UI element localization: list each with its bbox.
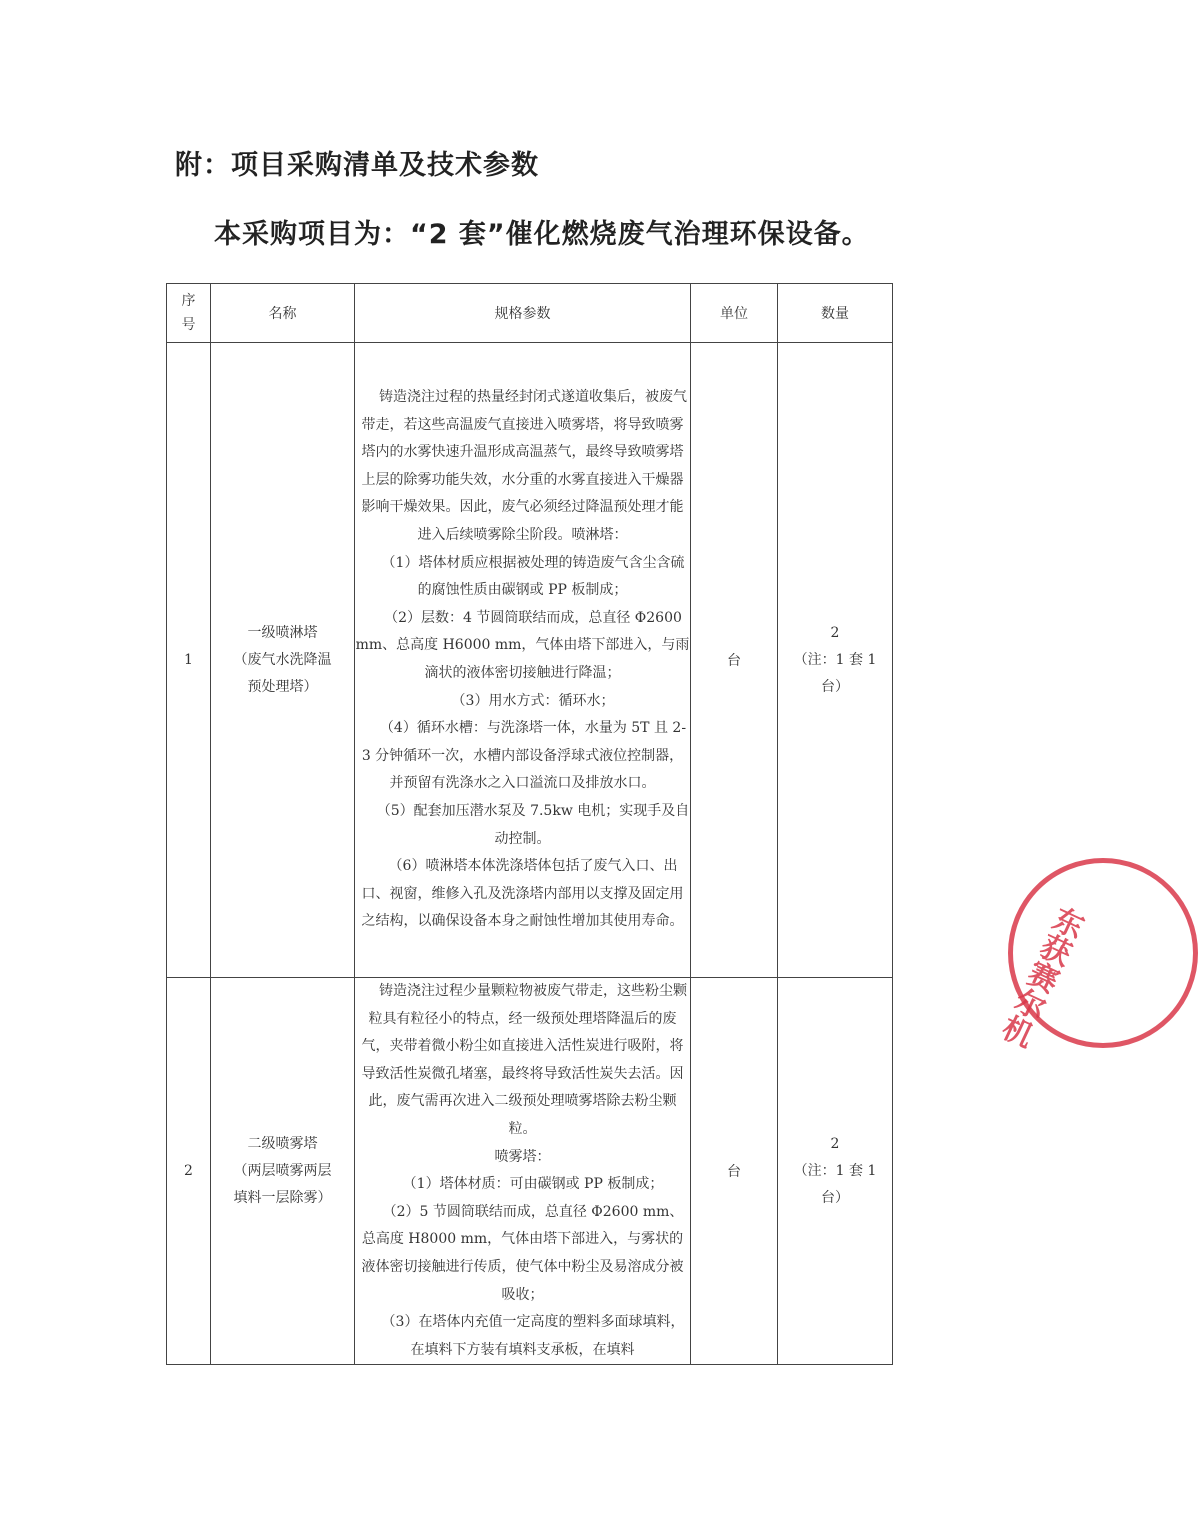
- header-name: 名称: [211, 284, 355, 343]
- header-quantity: 数量: [778, 284, 893, 343]
- spec-paragraph: （1）塔体材质应根据被处理的铸造废气含尘含硫的腐蚀性质由碳钢或 PP 板制成；: [381, 554, 685, 599]
- spec-paragraph: （3）用水方式：循环水；: [451, 692, 615, 709]
- header-unit: 单位: [691, 284, 778, 343]
- spec-paragraph: （2）5 节圆筒联结而成，总直径 Φ2600 mm、总高度 H8000 mm，气体由塔下部进入，与雾状的液体密切接触进行传质，使气体中粉尘及易溶成分被吸收；: [361, 1203, 684, 1303]
- row-quantity: [778, 343, 893, 978]
- header-serial-no-line2: 号: [181, 317, 196, 333]
- header-serial-no: [167, 284, 211, 343]
- spec-paragraph: （1）塔体材质：可由碳钢或 PP 板制成；: [402, 1176, 664, 1193]
- spec-paragraph: 铸造浇注过程少量颗粒物被废气带走，这些粉尘颗粒具有粒径小的特点，经一级预处理塔降温后的废气，夹带着微小粉尘如直接进入活性炭进行吸附，将导致活性炭微孔堵塞，最终将导致活性炭失去活。因此，废气需再次进入二级预处理喷雾塔除去粉尘颗粒。: [361, 983, 687, 1137]
- row-serial-no: 2: [167, 978, 211, 1365]
- row-item-name: [211, 343, 355, 978]
- row-serial-no: 1: [167, 343, 211, 978]
- spec-paragraph: （3）在塔体内充值一定高度的塑料多面球填料，在填料下方装有填料支承板，在填料: [381, 1314, 685, 1358]
- quantity-line: 台）: [821, 678, 849, 695]
- quantity-line: 台）: [821, 1189, 849, 1206]
- spec-paragraph: （4）循环水槽：与洗涤塔一体，水量为 5T 且 2-3 分钟循环一次，水槽内部设备浮球式液位控制器，并预留有洗涤水之入口溢流口及排放水口。: [361, 720, 687, 792]
- company-seal: [1008, 858, 1198, 1048]
- item-name-line: 预处理塔）: [247, 678, 318, 695]
- row-unit: 台: [691, 343, 778, 978]
- spec-paragraph: 喷雾塔：: [494, 1148, 551, 1165]
- company-seal-text: 东获赛尔机: [992, 899, 1089, 1051]
- item-name-line: （废气水洗降温: [233, 651, 332, 668]
- item-name-line: 填料一层除雾）: [233, 1189, 332, 1206]
- row-quantity: [778, 978, 893, 1365]
- header-serial-no-line1: 序: [181, 293, 196, 309]
- quantity-line: （注：1 套 1: [793, 1162, 877, 1179]
- spec-paragraph: 铸造浇注过程的热量经封闭式遂道收集后，被废气带走，若这些高温废气直接进入喷雾塔，将导致喷雾塔内的水雾快速升温形成高温蒸气，最终导致喷雾塔上层的除雾功能失效，水分重的水雾直接进入干燥器影响干燥效果。因此，废气必须经过降温预处理才能进入后续喷雾除尘阶段。喷淋塔：: [361, 389, 687, 544]
- table-row: [167, 343, 893, 978]
- spec-paragraph: （5）配套加压潜水泵及 7.5kw 电机；实现手及自动控制。: [376, 802, 690, 847]
- row-spec: [355, 978, 691, 1365]
- row-spec: [355, 343, 691, 978]
- item-name-line: 二级喷雾塔: [247, 1135, 318, 1152]
- item-name-line: （两层喷雾两层: [233, 1162, 332, 1179]
- procurement-table: [166, 283, 893, 1365]
- header-spec: 规格参数: [355, 284, 691, 343]
- page-heading: 附：项目采购清单及技术参数: [175, 150, 539, 181]
- spec-paragraph: （6）喷淋塔本体洗涤塔体包括了废气入口、出口、视窗，维修入孔及洗涤塔内部用以支撑及固定用之结构，以确保设备本身之耐蚀性增加其使用寿命。: [361, 858, 684, 930]
- quantity-line: 2: [830, 624, 840, 641]
- item-name-line: 一级喷淋塔: [247, 624, 318, 641]
- procurement-statement: 本采购项目为：“2 套”催化燃烧废气治理环保设备。: [214, 219, 870, 250]
- row-item-name: [211, 978, 355, 1365]
- quantity-line: 2: [830, 1135, 840, 1152]
- table-header-row: [167, 284, 893, 343]
- spec-paragraph: （2）层数：4 节圆筒联结而成，总直径 Φ2600 mm、总高度 H6000 mm，气体由塔下部进入，与雨滴状的液体密切接触进行降温；: [355, 609, 690, 681]
- row-unit: 台: [691, 978, 778, 1365]
- table-row: [167, 978, 893, 1365]
- quantity-line: （注：1 套 1: [793, 651, 877, 668]
